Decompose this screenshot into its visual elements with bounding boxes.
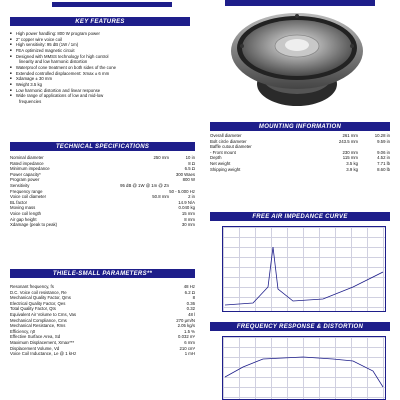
tech-spec-row-value: 15 mm (181, 210, 195, 216)
impedance-graph-title: FREE AIR IMPEDANCE CURVE (210, 212, 390, 221)
tech-spec-row-value: 30 mm (181, 222, 195, 228)
mounting-row-value: 243.5 mm (338, 138, 358, 144)
ts-param-row-value: 270 μm/N (176, 317, 195, 323)
technical-specs-table (10, 155, 195, 228)
tech-spec-row-value: 2 in (188, 194, 195, 200)
tech-spec-row-value: 50.8 mm (152, 194, 169, 200)
impedance-graph (222, 226, 386, 312)
response-graph-title: FREQUENCY RESPONSE & DISTORTION (210, 322, 390, 331)
mounting-row (210, 167, 390, 173)
ts-param-row-label: Resonant frequency, fs (10, 284, 54, 289)
mounting-row-label: - Front mount (210, 149, 236, 155)
ts-param-row-value: 0.032 m² (178, 334, 195, 340)
mounting-row-label: Net weight (210, 160, 231, 166)
ts-param-row-label: Mechanical Resistance, Rms (10, 323, 66, 329)
thiele-small-title: THIELE-SMALL PARAMETERS** (10, 269, 195, 278)
response-curve (223, 337, 385, 399)
ts-param-row-label: Electrical Quality Factor, Qes (10, 300, 66, 306)
response-graph (222, 336, 386, 400)
tech-spec-row-label: Voice coil length (10, 210, 42, 216)
ts-param-row-value: 48 l (188, 311, 195, 317)
mounting-info-table (210, 133, 390, 172)
mounting-row-value: 230 mm (342, 149, 358, 155)
feature-item: ■ Waterproof cone treatment on both sides of the cone (10, 65, 190, 71)
ts-param-row-label: Effective Surface Area, Sd (10, 334, 61, 340)
mounting-row-value: 9.59 in (377, 138, 390, 144)
left-header-bar (52, 2, 172, 7)
speaker-image (222, 6, 372, 116)
ts-param-row-value: 210 cm³ (179, 345, 195, 351)
tech-spec-row-value: 300 Waes (175, 171, 195, 177)
tech-spec-row-value: 14.9 N/A (178, 199, 195, 205)
tech-spec-row-label: Voice coil diameter (10, 194, 47, 200)
technical-specs-title: TECHNICAL SPECIFICATIONS (10, 142, 195, 151)
tech-spec-row-label: Program power (10, 177, 40, 183)
tech-spec-row-label: Air gap height (10, 216, 37, 222)
ts-param-row-label: Efficiency, η0 (10, 328, 36, 334)
tech-spec-row-value: 0.040 kg (178, 205, 195, 211)
tech-spec-row-value: 95 dB @ 1W @ 1m @ Zn (120, 182, 169, 188)
feature-item: ■ High power handling: 800 W program power (10, 31, 190, 37)
mounting-row-label: Baffle cutout diameter (210, 144, 252, 150)
thiele-small-table (10, 284, 195, 357)
ts-param-row-label: Displacement Volume, Vd (10, 345, 60, 351)
ts-param-row-label: Mechanical Compliance, Cms (10, 317, 67, 323)
feature-item: ■ FEA optimized magnetic circuit (10, 48, 190, 54)
mounting-row-value: 9.06 in (377, 149, 390, 155)
ts-param-row-label: D.C. Voice coil resistance, Re (10, 289, 67, 295)
feature-item: ■ Weight 3.5 kg (10, 82, 190, 88)
mounting-row-value: 261 mm (342, 133, 358, 138)
tech-spec-row-value: 50 - 5.000 Hz (169, 188, 195, 194)
ts-param-row-value: 0.36 (186, 300, 195, 306)
key-features-title: KEY FEATURES (10, 17, 190, 26)
feature-item: linearity and low harmonic distortion (19, 59, 88, 65)
tech-spec-row-label: Sensitivity (10, 182, 30, 188)
tech-spec-row (10, 222, 195, 228)
mounting-row-value: 8.60 lb (377, 166, 390, 172)
mounting-row-label: Overall diameter (210, 133, 242, 138)
feature-item: ■ Low harmonic distortion and linear response (10, 88, 190, 94)
ts-param-row-label: Maximum Displacement, Xmax*** (10, 339, 75, 345)
mounting-row-value: 115 mm (342, 155, 358, 161)
mounting-row-value: 3.9 kg (346, 166, 358, 172)
mounting-row-value: 10.28 in (374, 133, 390, 138)
mounting-row-label: Shipping weight (210, 166, 241, 172)
mounting-info-title: MOUNTING INFORMATION (210, 122, 390, 131)
feature-item: ■ High sensitivity: 95 dB (1W / 1m) (10, 42, 190, 48)
ts-param-row-value: 1.5 % (184, 328, 195, 334)
tech-spec-row-value: 8 mm (184, 216, 195, 222)
ts-param-row-value: 6 mm (184, 339, 195, 345)
tech-spec-row-value: 8 Ω (188, 160, 195, 166)
tech-spec-row-value: 10 in (185, 155, 195, 160)
ts-param-row-label: Mechanical Quality Factor, Qms (10, 295, 71, 301)
key-features-list (10, 31, 190, 105)
feature-item: ■ Extended controlled displacement: Xmax ± 6 mm (10, 71, 190, 77)
ts-param-row-label: Total Quality Factor, Qts (10, 306, 56, 312)
tech-spec-row-value: 250 mm (153, 155, 169, 160)
tech-spec-row-label: Minimum impedance (10, 166, 50, 172)
ts-param-row-value: 8 (192, 295, 195, 301)
feature-item: ■ Designed with MMSS technology for high control (10, 54, 190, 60)
ts-param-row-value: 6.2 Ω (184, 289, 195, 295)
mounting-row-value: 4.52 in (377, 155, 390, 161)
ts-param-row-value: 48 Hz (183, 284, 195, 289)
feature-item: frequencies (19, 98, 42, 104)
feature-item: ■ Wide range of applications of low and mid-low (10, 93, 190, 99)
tech-spec-row-label: Power capacity* (10, 171, 41, 177)
tech-spec-row-label: Frequency range (10, 188, 43, 194)
tech-spec-row-label: Rated impedance (10, 160, 44, 166)
ts-param-row (10, 351, 195, 357)
tech-spec-row-value: 800 W (182, 177, 195, 183)
tech-spec-row-value (151, 222, 169, 228)
mounting-row-label: Depth (210, 155, 222, 161)
ts-param-row-label: Voice Coil Inductance, Le @ 1 kHz (10, 351, 77, 357)
tech-spec-row-label: Nominal diameter (10, 155, 44, 160)
tech-spec-row-label: Moving mass (10, 205, 36, 211)
mounting-row-value: 3.5 kg (346, 160, 358, 166)
ts-param-row-label: Equivalent Air Volume to Cms, Vas (10, 311, 77, 317)
feature-item: ■ 2" copper wire voice coil (10, 37, 190, 43)
tech-spec-row-value: 6.5 Ω (184, 166, 195, 172)
feature-item: ■ Xdamage ± 30 mm (10, 76, 190, 82)
mounting-row-value: 7.71 lb (377, 160, 390, 166)
ts-param-row-value: 0.32 (186, 306, 195, 312)
impedance-curve (223, 227, 385, 311)
tech-spec-row-label: BL factor (10, 199, 28, 205)
ts-param-row-value: 2.05 kg/s (177, 323, 195, 329)
tech-spec-row-label: Xdamage (peak to peak) (10, 222, 58, 228)
mounting-row-label: Bolt circle diameter (210, 138, 247, 144)
ts-param-row-value: 1 mH (184, 351, 195, 357)
